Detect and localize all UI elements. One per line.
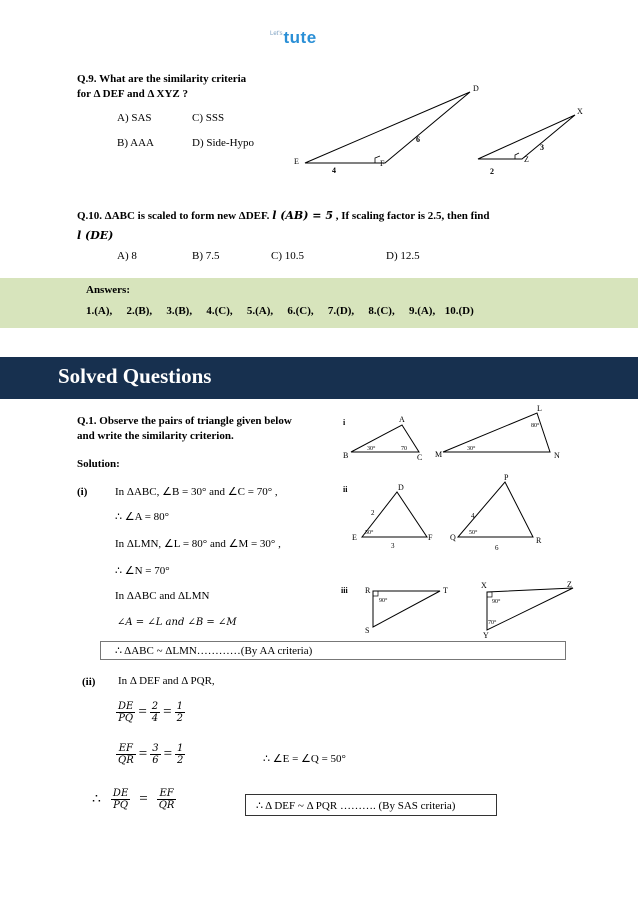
angle-note: ∴ ∠E = ∠Q = 50° xyxy=(263,753,346,765)
solution-label: Solution: xyxy=(77,458,120,470)
svg-text:X: X xyxy=(577,107,583,116)
svg-text:N: N xyxy=(554,451,560,460)
answers-list: 1.(A), 2.(B), 3.(B), 4.(C), 5.(A), 6.(C), 7.(D), 8.(C), 9.(A), 10.(D) xyxy=(86,305,474,317)
q10-option-d: D) 12.5 xyxy=(386,250,420,262)
svg-text:F: F xyxy=(428,533,433,542)
svg-text:2: 2 xyxy=(490,167,494,176)
q10-option-c: C) 10.5 xyxy=(271,250,304,262)
svg-text:3: 3 xyxy=(540,143,544,152)
svg-text:90°: 90° xyxy=(379,598,388,604)
svg-text:P: P xyxy=(504,473,509,482)
svg-text:6: 6 xyxy=(495,544,499,552)
svg-text:90°: 90° xyxy=(492,599,501,605)
svg-text:L: L xyxy=(537,404,542,413)
svg-text:Y: Y xyxy=(483,631,489,640)
part-i-line6: ∠A = ∠L and ∠B = ∠M xyxy=(117,617,237,628)
svg-text:i: i xyxy=(343,418,346,427)
q9-option-d: D) Side-Hypo xyxy=(192,137,255,149)
svg-text:R: R xyxy=(536,536,542,545)
q10-question-line1: Q.10. ΔABC is scaled to form new ΔDEF. l (AB) = 5 , If scaling factor is 2.5, then find xyxy=(77,209,490,222)
svg-text:F: F xyxy=(380,159,385,168)
part-ii-label: (ii) xyxy=(82,676,96,688)
part-ii-line1: In Δ DEF and Δ PQR, xyxy=(118,675,215,687)
part-i-line3: In ΔLMN, ∠L = 80° and ∠M = 30° , xyxy=(115,538,281,550)
sq1-question: Q.1. Observe the pairs of triangle given below and write the similarity criterion. xyxy=(77,415,292,442)
q10-question-line2: l (DE) xyxy=(77,229,114,242)
svg-text:6: 6 xyxy=(416,135,420,144)
solved-q1-figures xyxy=(335,400,590,640)
svg-text:Z: Z xyxy=(524,155,529,164)
svg-text:M: M xyxy=(435,450,443,459)
q9-question: Q.9. What are the similarity criteria for Δ DEF and Δ XYZ ? xyxy=(77,73,247,100)
part-i-label: (i) xyxy=(77,486,88,498)
svg-text:ii: ii xyxy=(343,485,348,494)
svg-text:S: S xyxy=(365,626,370,635)
svg-text:E: E xyxy=(352,533,357,542)
svg-text:D: D xyxy=(473,84,479,93)
svg-text:30°: 30° xyxy=(467,446,476,452)
svg-text:4: 4 xyxy=(332,166,336,175)
fraction-row-2: $\frac{EF}{QR}$ = $\frac{3}{6}$ = $\frac{1}{2}$ xyxy=(118,743,184,766)
svg-text:4: 4 xyxy=(471,512,475,520)
svg-text:70°: 70° xyxy=(488,620,497,626)
part-i-line5: In ΔABC and ΔLMN xyxy=(115,590,210,602)
part-i-line2: ∴ ∠A = 80° xyxy=(115,511,170,523)
svg-text:C: C xyxy=(417,453,423,462)
fraction-row-1: $\frac{DE}{PQ}$ = $\frac{2}{4}$ = $\frac{1}{2}$ xyxy=(118,701,184,724)
q9-figure xyxy=(290,80,590,180)
q9-option-a: A) SAS xyxy=(117,112,152,124)
svg-text:70: 70 xyxy=(401,446,407,452)
svg-text:B: B xyxy=(343,451,349,460)
part-ii-result-box: ∴ Δ DEF ~ Δ PQR ………. (By SAS criteria) xyxy=(245,794,497,816)
fraction-row-3: ∴ $\frac{DE}{PQ}$ = $\frac{EF}{QR}$ xyxy=(92,788,175,811)
answers-title: Answers: xyxy=(86,284,130,296)
part-i-result-box: ∴ ΔABC ~ ΔLMN…………(By AA criteria) xyxy=(100,641,566,660)
svg-text:A: A xyxy=(399,415,405,424)
svg-text:50°: 50° xyxy=(365,530,374,536)
svg-text:2: 2 xyxy=(371,509,375,517)
q9-option-b: B) AAA xyxy=(117,137,154,149)
svg-text:3: 3 xyxy=(391,542,395,550)
svg-text:X: X xyxy=(481,581,487,590)
svg-text:50°: 50° xyxy=(469,530,478,536)
q9-option-c: C) SSS xyxy=(192,112,225,124)
svg-text:Z: Z xyxy=(567,580,572,589)
q10-option-a: A) 8 xyxy=(117,250,137,262)
q10-option-b: B) 7.5 xyxy=(192,250,220,262)
svg-text:E: E xyxy=(294,157,299,166)
part-i-line1: In ΔABC, ∠B = 30° and ∠C = 70° , xyxy=(115,486,278,498)
section-title: Solved Questions xyxy=(58,364,212,388)
logo: $^{Let's}$tute xyxy=(270,28,317,47)
svg-text:30°: 30° xyxy=(367,446,376,452)
svg-text:R: R xyxy=(365,586,371,595)
svg-text:80°: 80° xyxy=(531,423,540,429)
part-i-line4: ∴ ∠N = 70° xyxy=(115,565,170,577)
svg-text:Q: Q xyxy=(450,533,456,542)
svg-text:iii: iii xyxy=(341,586,348,595)
svg-text:T: T xyxy=(443,586,448,595)
svg-text:D: D xyxy=(398,483,404,492)
